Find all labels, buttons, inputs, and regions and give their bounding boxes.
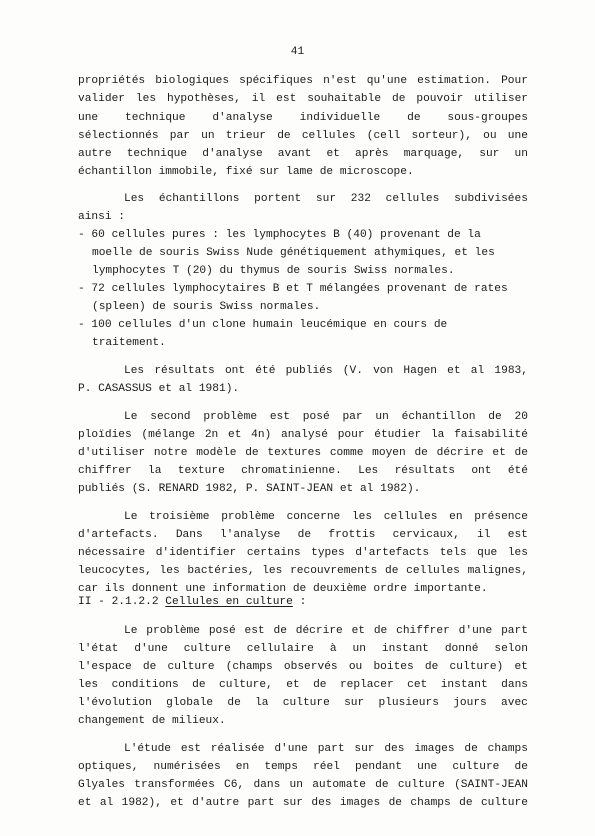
word: marquage,	[403, 148, 465, 160]
text-line	[78, 149, 528, 160]
text-line	[78, 530, 528, 541]
word: ont	[471, 465, 492, 477]
word: avant	[277, 148, 312, 160]
word: cervicaux,	[392, 529, 460, 541]
word: de	[414, 447, 428, 459]
word: ou	[483, 130, 497, 142]
word: de	[488, 411, 502, 423]
word: cellulaire	[246, 643, 314, 655]
word: sur	[354, 743, 375, 755]
section-colon: :	[299, 596, 307, 608]
word: en	[235, 761, 250, 773]
word: analysé	[280, 429, 328, 441]
word: technique	[126, 148, 188, 160]
text-line: traitement.	[92, 337, 166, 349]
word: posé	[208, 625, 236, 637]
word: boites	[373, 661, 414, 673]
word: d'artefacts.	[78, 529, 159, 541]
word: les	[351, 511, 373, 523]
text-line	[124, 366, 528, 377]
word: en	[449, 511, 463, 523]
word: à	[329, 643, 337, 655]
word: cellules	[301, 130, 356, 142]
word: von	[373, 365, 394, 377]
word: l'analyse	[219, 529, 281, 541]
word: échantillon	[401, 411, 476, 423]
word: dans	[253, 779, 281, 791]
word: temps	[264, 761, 298, 773]
word: un	[514, 148, 528, 160]
word: Le	[124, 625, 138, 637]
word: d'identifier	[155, 547, 237, 559]
text-line	[78, 798, 528, 809]
word: résultats	[394, 465, 456, 477]
word: culture	[183, 643, 231, 655]
word: culture	[480, 797, 528, 809]
word: troisième	[149, 511, 210, 523]
word: n'est	[323, 75, 357, 87]
word: 1982),	[121, 797, 162, 809]
word: sur	[315, 193, 337, 205]
word: recouvrements	[290, 565, 378, 577]
word: C6,	[224, 779, 245, 791]
word: culture	[397, 779, 445, 791]
word: estimation.	[417, 75, 491, 87]
word: l'évolution	[78, 697, 152, 709]
text-line	[78, 466, 528, 477]
word: images	[414, 743, 455, 755]
text-line	[124, 626, 528, 637]
word: de	[392, 93, 406, 105]
list-item: - 100 cellules d'un clone humain leucémique en cours de	[78, 319, 448, 331]
word: de	[373, 625, 388, 637]
word: de	[313, 679, 327, 691]
word: concerne	[286, 511, 341, 523]
word: de	[375, 779, 389, 791]
word: été	[255, 365, 276, 377]
word: de	[277, 130, 291, 142]
word: conditions	[111, 679, 179, 691]
word: d'analyse	[202, 148, 263, 160]
word: champs	[487, 743, 528, 755]
word: malignes,	[467, 565, 528, 577]
word: culture)	[449, 661, 504, 673]
word: chromatinienne.	[241, 465, 342, 477]
word: sorteur),	[411, 130, 472, 142]
word: (mélange	[141, 429, 196, 441]
word: faisabilité	[454, 429, 528, 441]
word: optiques,	[78, 761, 139, 773]
text-line	[78, 644, 528, 655]
text-line: ainsi :	[78, 211, 125, 223]
word: 232	[350, 193, 371, 205]
word: leucocytes,	[78, 565, 152, 577]
word: sur	[282, 797, 303, 809]
text-line	[124, 512, 528, 523]
word: globale	[166, 697, 214, 709]
word: de	[385, 565, 399, 577]
word: comme	[329, 447, 364, 459]
word: pendant	[355, 761, 402, 773]
word: réel	[313, 761, 340, 773]
word: culture	[282, 697, 330, 709]
word: publiés	[285, 365, 333, 377]
word: une	[507, 130, 528, 142]
word: 1983,	[494, 365, 528, 377]
word: (SAINT-JEAN	[454, 779, 528, 791]
section-number: II - 2.1.2.2	[78, 596, 159, 608]
word: 20	[514, 411, 528, 423]
word: et	[227, 429, 242, 441]
word: après	[355, 148, 389, 160]
word: et	[286, 679, 300, 691]
word: problème	[221, 511, 275, 523]
word: par	[342, 411, 363, 423]
word: est	[180, 743, 201, 755]
word: et	[492, 447, 506, 459]
word: Les	[124, 365, 145, 377]
word: décrire	[436, 447, 484, 459]
word: d'une	[458, 625, 493, 637]
word: est	[276, 93, 297, 105]
word: portent	[254, 193, 302, 205]
word: individuelle	[299, 112, 381, 124]
word: et	[447, 365, 461, 377]
word: sur	[344, 697, 365, 709]
word: et	[326, 148, 340, 160]
word: autre	[78, 148, 112, 160]
word: Hagen	[403, 365, 437, 377]
word: présence	[474, 511, 528, 523]
word: problème	[146, 625, 200, 637]
text-line	[78, 448, 528, 459]
text-line	[124, 412, 528, 423]
text-line	[78, 780, 528, 791]
word: notre	[153, 447, 188, 459]
text-line: P. CASASSUS et al 1981).	[78, 383, 240, 395]
word: problème	[203, 411, 258, 423]
word: échantillons	[158, 193, 240, 205]
word: subdivisées	[454, 193, 528, 205]
word: de	[273, 625, 287, 637]
word: de	[514, 447, 528, 459]
word: Glyales	[78, 779, 125, 791]
word: par	[169, 130, 190, 142]
word: chiffrer	[396, 625, 450, 637]
word: de	[227, 697, 241, 709]
word: souhaitable	[307, 93, 382, 105]
word: de	[459, 797, 473, 809]
text-line: car ils donnent une information de deuxième ordre importante.	[78, 583, 488, 595]
word: nécessaire	[78, 547, 146, 559]
word: Dans	[175, 529, 203, 541]
word: et	[170, 797, 184, 809]
word: 4n)	[251, 429, 272, 441]
word: d'autre	[192, 797, 240, 809]
text-line	[78, 76, 528, 87]
word: types	[311, 547, 345, 559]
word: instant	[381, 643, 429, 655]
word: d'utiliser	[78, 447, 146, 459]
word: que	[477, 547, 498, 559]
word: l'état	[78, 643, 119, 655]
text-line	[78, 662, 528, 673]
word: la	[430, 429, 445, 441]
word: un	[201, 130, 215, 142]
word: est	[244, 625, 265, 637]
word: de	[142, 661, 157, 673]
word: la	[255, 697, 269, 709]
word: d'une	[134, 643, 168, 655]
word: plusieurs	[378, 697, 439, 709]
text-line	[124, 744, 528, 755]
word: une	[78, 112, 99, 124]
word: part	[317, 743, 345, 755]
word: étudier	[374, 429, 422, 441]
word: images	[339, 797, 381, 809]
word: et	[351, 625, 366, 637]
text-line	[78, 698, 528, 709]
word: numérisées	[153, 761, 221, 773]
word: il	[251, 93, 266, 105]
word: de	[424, 661, 439, 673]
word: de	[514, 761, 528, 773]
word: modèle	[196, 447, 237, 459]
list-item: - 72 cellules lymphocytaires B et T mélangées provenant de rates	[78, 283, 508, 295]
word: valider	[78, 93, 125, 105]
word: texture	[177, 465, 225, 477]
text-line	[78, 680, 528, 691]
word: culture	[452, 761, 500, 773]
word: part	[501, 625, 528, 637]
text-line	[78, 566, 528, 577]
word: de	[407, 112, 421, 124]
word: part	[247, 797, 275, 809]
word: un	[375, 411, 389, 423]
text-line: lymphocytes T (20) du thymus de souris Swiss normales.	[92, 265, 455, 277]
word: dans	[501, 679, 528, 691]
word: transformées	[134, 779, 215, 791]
word: les	[507, 547, 528, 559]
word: l'espace	[78, 661, 132, 673]
word: jours	[453, 697, 487, 709]
word: une	[417, 761, 438, 773]
word: de	[388, 797, 403, 809]
word: est	[269, 411, 290, 423]
text-line: publiés (S. RENARD 1982, P. SAINT-JEAN et al 1982).	[78, 483, 421, 495]
text-line: moelle de souris Swiss Nude génétiquement athymiques, et les	[92, 247, 495, 259]
word: et	[78, 797, 92, 809]
word: d'analyse	[212, 112, 273, 124]
word: réalisée	[210, 743, 265, 755]
word: donné	[444, 643, 479, 655]
word: instant	[440, 679, 488, 691]
word: qu'une	[366, 75, 408, 87]
word: culture,	[219, 679, 273, 691]
word: résultats	[154, 365, 215, 377]
word: champs	[410, 797, 451, 809]
word: de	[245, 447, 259, 459]
word: est	[507, 529, 528, 541]
word: la	[148, 465, 162, 477]
word: les	[262, 565, 283, 577]
word: cet	[407, 679, 428, 691]
word: biologiques	[155, 75, 230, 87]
word: il	[477, 529, 491, 541]
word: tels	[439, 547, 467, 559]
word: culture	[167, 661, 215, 673]
word: cellules	[383, 511, 438, 523]
list-item: - 60 cellules pures : les lymphocytes B (40) provenant de la	[78, 229, 481, 241]
word: Le	[124, 511, 138, 523]
word: été	[507, 465, 528, 477]
word: (cell	[366, 130, 401, 142]
word: avec	[501, 697, 528, 709]
word: les	[78, 679, 99, 691]
word: d'une	[274, 743, 308, 755]
word: sur	[479, 148, 500, 160]
word: ploïdies	[78, 429, 132, 441]
word: technique	[125, 112, 186, 124]
word: chiffrer	[78, 465, 132, 477]
word: hypothèses,	[167, 93, 241, 105]
word: Pour	[501, 75, 528, 87]
word: al	[470, 365, 485, 377]
word: Les	[124, 193, 145, 205]
text-line: (spleen) de souris Swiss normales.	[92, 301, 321, 313]
word: un	[289, 779, 303, 791]
word: de	[464, 743, 478, 755]
word: (V.	[342, 365, 363, 377]
word: décrire	[295, 625, 343, 637]
word: automate	[312, 779, 366, 791]
section-title: Cellules en culture	[165, 596, 293, 608]
word: cellules	[385, 193, 440, 205]
word: cellules	[406, 565, 460, 577]
word: 2n	[204, 429, 219, 441]
word: bactéries,	[187, 565, 255, 577]
word: textures	[267, 447, 322, 459]
word: replacer	[339, 679, 394, 691]
word: pouvoir	[416, 93, 464, 105]
word: L'étude	[124, 743, 171, 755]
word: posé	[302, 411, 330, 423]
word: et	[514, 661, 528, 673]
section-heading	[78, 597, 306, 608]
word: frottis	[328, 529, 376, 541]
word: spécifiques	[239, 75, 314, 87]
text-line: changement de milieux.	[78, 715, 226, 727]
word: selon	[494, 643, 528, 655]
word: sélectionnés	[78, 130, 159, 142]
word: (champs	[225, 661, 273, 673]
word: Le	[124, 411, 138, 423]
text-line	[124, 194, 528, 205]
word: observés	[283, 661, 338, 673]
word: ou	[348, 661, 363, 673]
text-line	[78, 131, 528, 142]
word: utiliser	[474, 93, 528, 105]
word: second	[150, 411, 191, 423]
text-line	[78, 430, 528, 441]
word: ont	[224, 365, 246, 377]
word: des	[384, 743, 405, 755]
word: les	[159, 565, 180, 577]
word: pour	[337, 429, 365, 441]
word: d'artefacts	[355, 547, 430, 559]
word: un	[352, 643, 366, 655]
text-line	[78, 548, 528, 559]
word: al	[99, 797, 114, 809]
text-line	[78, 113, 528, 124]
word: propriétés	[78, 75, 146, 87]
text-line: échantillon immobile, fixé sur lame de microscope.	[78, 166, 414, 178]
word: Les	[358, 465, 379, 477]
word: trieur	[225, 130, 267, 142]
word: des	[311, 797, 332, 809]
text-line	[78, 94, 528, 105]
page-number: 41	[290, 46, 305, 58]
word: certains	[246, 547, 301, 559]
word: de	[192, 679, 206, 691]
word: sous-groupes	[447, 112, 528, 124]
word: moyen	[372, 447, 406, 459]
word: de	[297, 529, 312, 541]
text-line	[78, 762, 528, 773]
word: les	[135, 93, 157, 105]
